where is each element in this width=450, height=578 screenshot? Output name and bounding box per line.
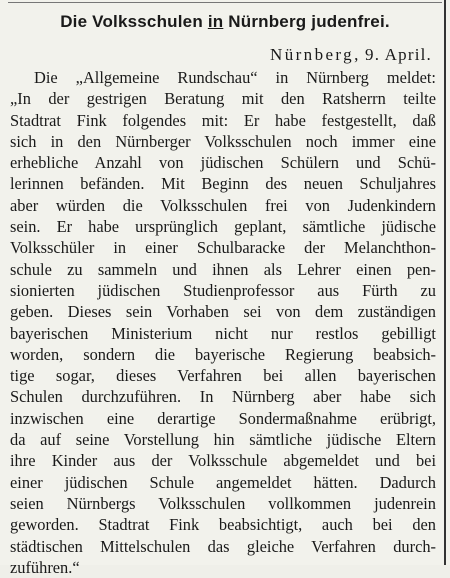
body-line: städtischen Mittelschulen das gleiche Verfahren durch- <box>10 536 436 556</box>
body-line: schule zu sammeln und ihnen als Lehrer einen pen- <box>10 259 436 279</box>
body-line: da auf seine Vorstellung hin sämtliche jüdische Eltern <box>10 430 436 450</box>
body-line: Stadtrat Fink folgendes mit: Er habe festgestellt, daß <box>10 110 436 130</box>
body-line: einer jüdischen Schule angemeldet hätten. Dadurch <box>10 472 436 492</box>
body-line: worden, sondern die bayerische Regierung beabsich- <box>10 344 436 364</box>
body-line: „In der gestrigen Beratung mit den Ratsherrn teilte <box>10 89 436 109</box>
article-body <box>10 67 436 578</box>
body-line: geworden. Stadtrat Fink beabsichtigt, auch bei den <box>10 515 436 535</box>
body-line: Volksschüler in einer Schulbaracke der Melanchthon- <box>10 238 436 258</box>
body-line: lerinnen befänden. Mit Beginn des neuen Schuljahres <box>10 174 436 194</box>
body-line: inzwischen eine derartige Sondermaßnahme erübrigt, <box>10 408 436 428</box>
right-column-rule <box>444 0 446 565</box>
article-headline <box>0 12 450 32</box>
article-dateline <box>270 45 432 65</box>
headline-text-1: Die Volksschulen <box>60 12 208 31</box>
body-line: sich in den Nürnberger Volksschulen noch immer eine <box>10 131 436 151</box>
body-line: Schulen durchzuführen. In Nürnberg aber habe sich <box>10 387 436 407</box>
body-line: tige sogar, dieses Verfahren bei allen bayerischen <box>10 366 436 386</box>
headline-text-3: Nürnberg judenfrei. <box>223 12 390 31</box>
body-line: ihre Kinder aus der Volksschule abgemeldet und bei <box>10 451 436 471</box>
body-line: aber würden die Volksschulen frei von Judenkindern <box>10 195 436 215</box>
body-line: geben. Dieses sein Vorhaben sei von dem zuständigen <box>10 302 436 322</box>
headline-text-2: in <box>207 12 224 31</box>
body-line: sionierten jüdischen Studienprofessor aus Fürth zu <box>10 280 436 300</box>
body-line: erhebliche Anzahl von jüdischen Schülern und Schü- <box>10 153 436 173</box>
top-rule <box>8 2 442 3</box>
body-line: sein. Er habe ursprünglich geplant, sämtliche jüdische <box>10 217 436 237</box>
dateline-date: , 9. April. <box>354 45 432 64</box>
body-line: zuführen.“ <box>10 557 80 577</box>
body-line: Die „Allgemeine Rundschau“ in Nürnberg meldet: <box>34 68 436 87</box>
body-line: seien Nürnbergs Volksschulen vollkommen judenrein <box>10 493 436 513</box>
dateline-city: Nürnberg <box>270 45 355 64</box>
body-line: bayerischen Ministerium nicht nur restlos gebilligt <box>10 323 436 343</box>
